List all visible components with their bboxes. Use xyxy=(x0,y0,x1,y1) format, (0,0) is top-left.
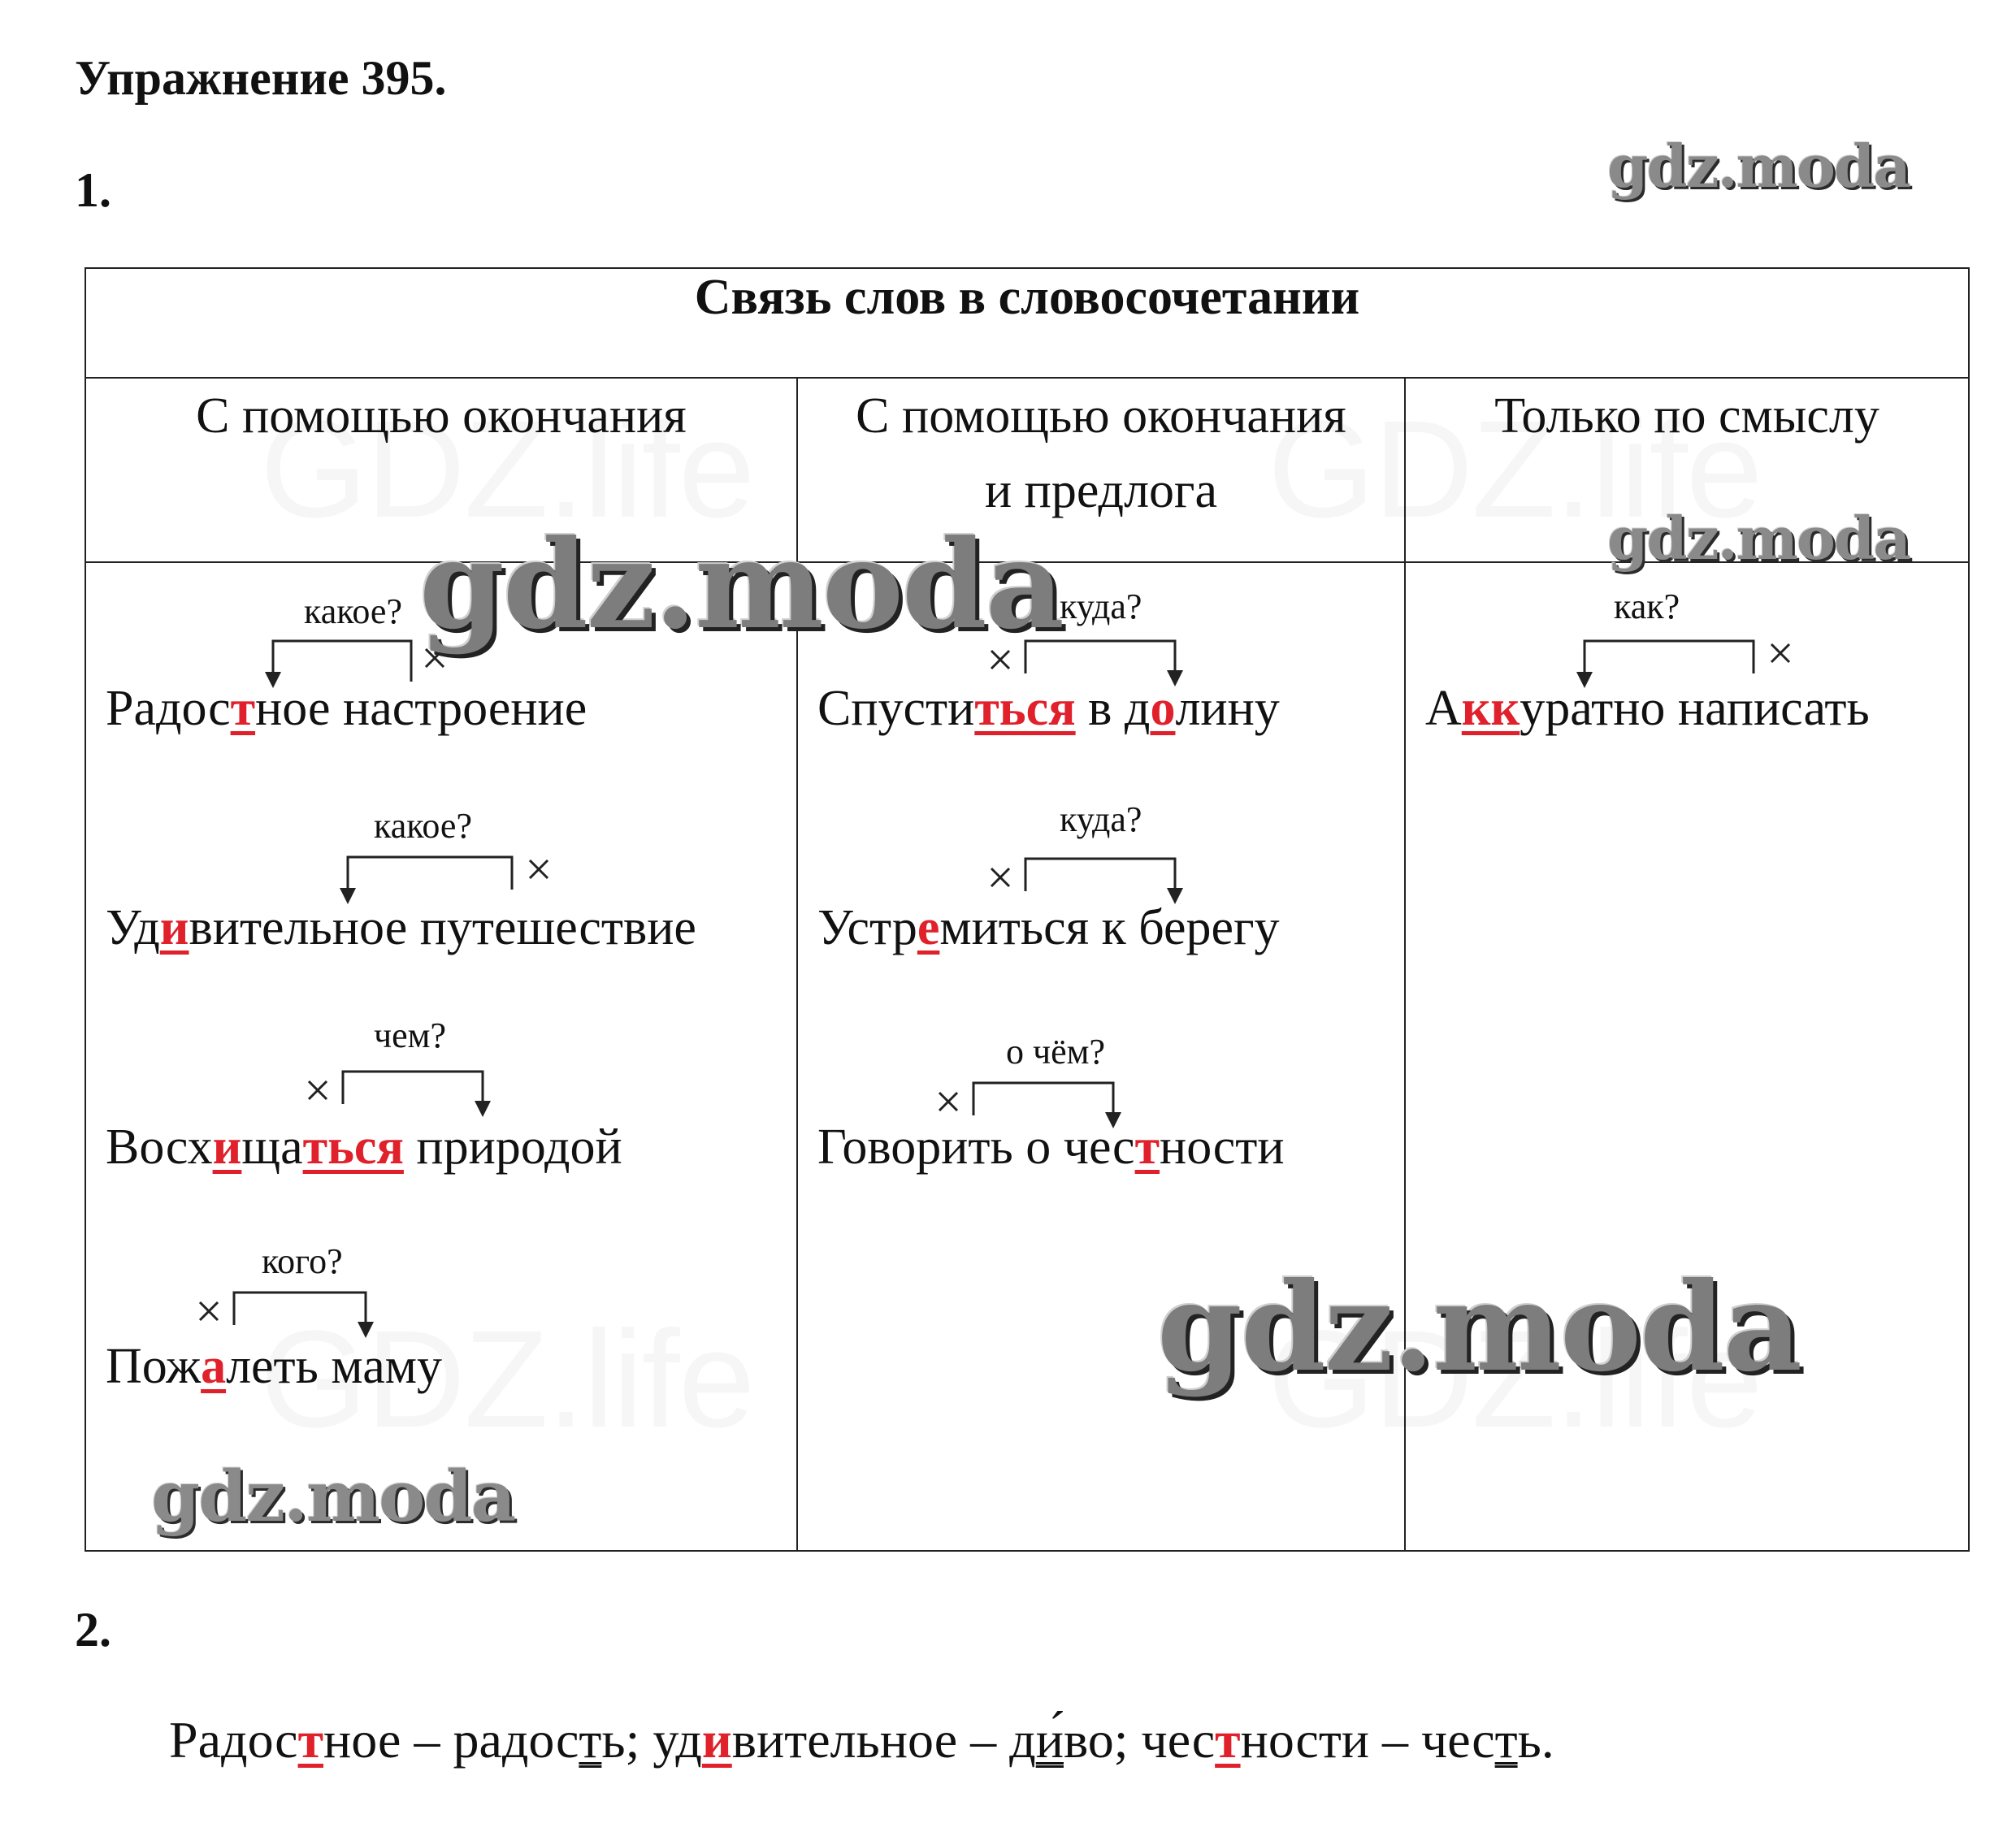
part2-sentence: Радостное – радость; удивительное – ди́во; честности – честь. xyxy=(169,1711,1554,1769)
phrase-example: Восхищаться природой xyxy=(106,1119,622,1175)
phrase-example: Спуститься в долину xyxy=(817,681,1280,736)
dependency-arrow xyxy=(306,1063,501,1120)
dependency-arrow xyxy=(988,851,1199,907)
phrase-example: Удивительное путешествие xyxy=(106,900,696,955)
column-header-ending-preposition: С помощью окончания и предлога xyxy=(797,378,1405,562)
watermark-logo: gdz.moda xyxy=(1607,504,1910,573)
column-ending-cell xyxy=(85,562,797,1551)
question-label: о чём? xyxy=(1006,1032,1106,1072)
question-label: какое? xyxy=(374,806,472,846)
part1-label: 1. xyxy=(75,163,111,217)
column-meaning-only-cell xyxy=(1405,562,1969,1551)
phrase-example: Устремиться к берегу xyxy=(817,900,1280,955)
column-header-ending: С помощью окончания xyxy=(85,378,797,562)
question-label: какое? xyxy=(304,591,402,631)
question-label: как? xyxy=(1614,587,1680,626)
dependency-arrow xyxy=(197,1284,392,1341)
question-label: чем? xyxy=(374,1015,447,1055)
column-header-meaning-only: Только по смыслу xyxy=(1405,378,1969,562)
part2-label: 2. xyxy=(75,1603,111,1656)
question-label: кого? xyxy=(262,1241,343,1281)
watermark-logo: gdz.moda xyxy=(1157,1256,1801,1399)
phrase-example: Аккуратно написать xyxy=(1425,681,1870,736)
dependency-arrow xyxy=(340,849,583,906)
phrase-example: Пожалеть маму xyxy=(106,1339,442,1394)
phrase-example: Говорить о честности xyxy=(817,1119,1285,1175)
watermark-logo: gdz.moda xyxy=(419,513,1064,656)
phrase-example: Радостное настроение xyxy=(106,681,587,736)
column-ending-preposition-cell xyxy=(797,562,1405,1551)
question-label: куда? xyxy=(1060,587,1142,626)
watermark-logo: gdz.moda xyxy=(151,1456,515,1538)
question-label: куда? xyxy=(1060,799,1142,839)
word-connection-table xyxy=(85,267,1970,1552)
table-title: Связь слов в словосочетании xyxy=(85,268,1969,378)
watermark-logo: gdz.moda xyxy=(1607,132,1910,201)
exercise-title: Упражнение 395. xyxy=(75,51,447,105)
